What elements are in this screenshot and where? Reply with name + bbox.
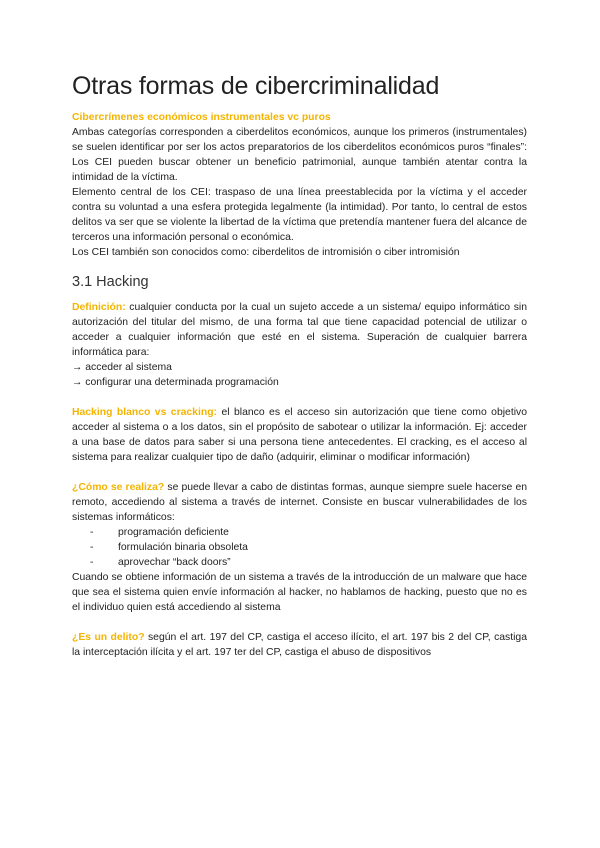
page-title: Otras formas de cibercriminalidad [72, 72, 440, 100]
definition-label: Definición: [72, 302, 126, 313]
definition-text: cualquier conducta por la cual un sujeto accede a un sistema/ equipo informático sin autorización del titular del mismo, de una forma tal que tiene capacidad potencial de utilizar o acceder a cualquier información que esté en el sistema. Superación de cualquier barrera informática para: [72, 302, 527, 358]
arrow-item: → configurar una determinada programación [72, 377, 279, 388]
section-subheading: Cibercrímenes económicos instrumentales vc puros [72, 112, 331, 123]
document-body [72, 110, 527, 660]
paragraph: Elemento central de los CEI: traspaso de una línea preestablecida por la víctima y el acceder contra su voluntad a una esfera protegida legalmente (la intimidad). Por tanto, lo central de estos delitos va ser que se violente la libertad de la víctima que pretendía mantener fuera del alcance de terceros una información personal o económica. [72, 187, 527, 243]
delito-label: ¿Es un delito? [72, 632, 145, 643]
section-heading: 3.1 Hacking [72, 274, 149, 290]
paragraph: Los CEI también son conocidos como: ciberdelitos de intromisión o ciber intromisión [72, 247, 460, 258]
list-item: - aprovechar “back doors” [72, 555, 527, 570]
list-item: - formulación binaria obsoleta [72, 540, 527, 555]
vulnerabilities-list [72, 525, 527, 570]
definition-paragraph [72, 300, 527, 360]
malware-paragraph: Cuando se obtiene información de un sistema a través de la introducción de un malware que hace que sea el sistema quien envíe información al hacker, no hablamos de hacking, puesto que no es el individuo quien está accediendo al sistema [72, 572, 527, 613]
hacking-blanco-label: Hacking blanco vs cracking: [72, 407, 217, 418]
como-text: se puede llevar a cabo de distintas formas, aunque siempre suele hacerse en remoto, accediendo al sistema a través de internet. Consiste en buscar vulnerabilidades de los sistemas informáticos: [72, 482, 527, 523]
hacking-blanco-paragraph [72, 405, 527, 465]
delito-paragraph [72, 630, 527, 660]
como-paragraph [72, 480, 527, 525]
paragraph: Ambas categorías corresponden a ciberdelitos económicos, aunque los primeros (instrumentales) se suelen identificar por ser los actos preparatorios de los ciberdelitos económicos puros “finales”: Los CEI pueden buscar obtener un beneficio patrimonial, aunque también atentar contra la intimidad de la víctima. [72, 127, 527, 183]
list-item: - programación deficiente [72, 525, 527, 540]
hacking-blanco-text: el blanco es el acceso sin autorización que tiene como objetivo acceder al sistema o a los datos, sin el propósito de sabotear o utilizar la información. Ej: acceder a una base de datos para saber si una persona tiene antecedentes. El cracking, es el acceso al sistema para realizar cualquier tipo de daño (adquirir, eliminar o modificar información) [72, 407, 527, 463]
como-label: ¿Cómo se realiza? [72, 482, 165, 493]
arrow-item: → acceder al sistema [72, 362, 172, 373]
delito-text: según el art. 197 del CP, castiga el acceso ilícito, el art. 197 bis 2 del CP, castiga la interceptación ilícita y el art. 197 ter del CP, castiga el abuso de dispositivos [72, 632, 527, 658]
